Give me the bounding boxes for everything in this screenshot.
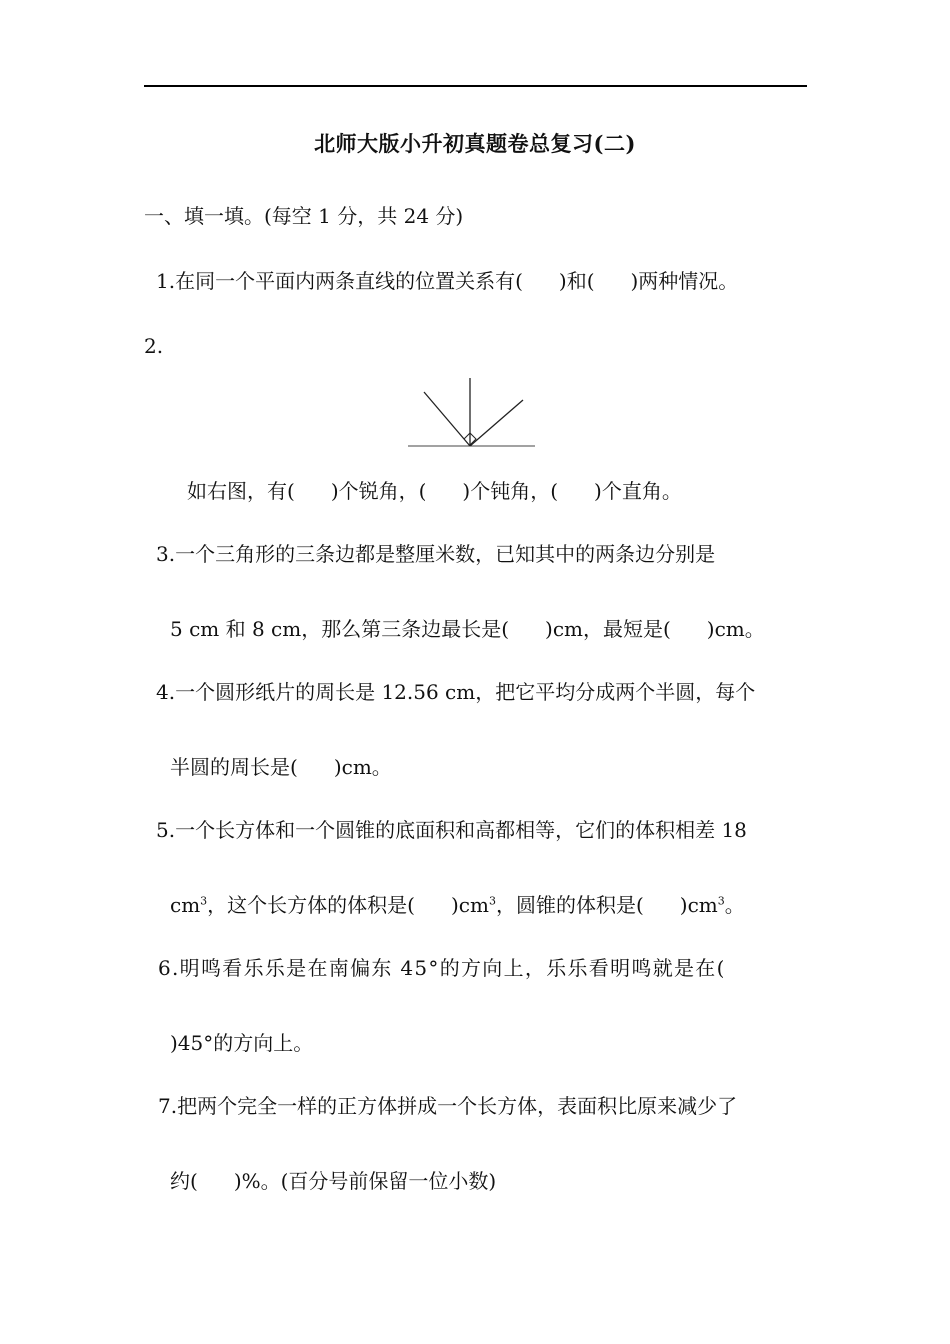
- q5-text-d: ，圆锥的体积是(: [495, 893, 644, 917]
- question-5-line-2: [170, 891, 745, 919]
- question-4-line-2: [170, 753, 392, 781]
- q5-text-c: )cm: [450, 893, 489, 917]
- q3-text-c: )cm。: [706, 617, 765, 641]
- q1-text-c: )两种情况。: [630, 269, 739, 293]
- figure-right-ray: [470, 400, 523, 446]
- question-7-line-1: 7.把两个完全一样的正方体拼成一个长方体，表面积比原来减少了: [158, 1094, 738, 1118]
- q4-text-b: )cm。: [333, 755, 392, 779]
- q2-text-c: )个钝角，(: [462, 479, 559, 503]
- q5-text-e: )cm: [679, 893, 718, 917]
- angle-figure: [405, 376, 537, 452]
- q2-text-b: )个锐角，(: [330, 479, 427, 503]
- question-6-line-2: )45°的方向上。: [170, 1031, 314, 1055]
- question-1: [156, 267, 738, 295]
- question-3-line-1: 3.一个三角形的三条边都是整厘米数，已知其中的两条边分别是: [156, 542, 716, 566]
- question-2-number: 2.: [144, 334, 164, 358]
- question-4-line-1: 4.一个圆形纸片的周长是 12.56 cm，把它平均分成两个半圆，每个: [156, 680, 756, 704]
- q5-text-f: 。: [724, 893, 745, 917]
- question-7-line-2: [170, 1167, 496, 1195]
- q1-text-b: )和(: [558, 269, 595, 293]
- q5-text-a: cm: [170, 893, 201, 917]
- q4-text-a: 半圆的周长是(: [170, 755, 298, 779]
- q3-text-b: )cm，最短是(: [545, 617, 671, 641]
- q5-exponent-3: 3: [717, 894, 725, 908]
- q7-text-a: 约(: [170, 1169, 198, 1193]
- q5-text-b: ，这个长方体的体积是(: [207, 893, 415, 917]
- question-6-line-1: 6.明鸣看乐乐是在南偏东 45°的方向上，乐乐看明鸣就是在(: [158, 956, 726, 980]
- q5-exponent-2: 3: [488, 894, 496, 908]
- q3-text-a: 5 cm 和 8 cm，那么第三条边最长是(: [170, 617, 510, 641]
- question-5-line-1: 5.一个长方体和一个圆锥的底面积和高都相等，它们的体积相差 18: [156, 818, 747, 842]
- question-2: [187, 477, 682, 505]
- q5-exponent-1: 3: [200, 894, 208, 908]
- page-title: 北师大版小升初真题卷总复习(二): [314, 131, 636, 156]
- question-3-line-2: [170, 615, 765, 643]
- section-heading: 一、填一填。(每空 1 分，共 24 分): [144, 204, 464, 228]
- q2-text-d: )个直角。: [594, 479, 682, 503]
- q2-text-a: 如右图，有(: [187, 479, 295, 503]
- top-rule: [144, 85, 807, 87]
- q7-text-b: )%。(百分号前保留一位小数): [233, 1169, 497, 1193]
- q1-text-a: 1.在同一个平面内两条直线的位置关系有(: [156, 269, 523, 293]
- figure-left-ray: [424, 392, 470, 446]
